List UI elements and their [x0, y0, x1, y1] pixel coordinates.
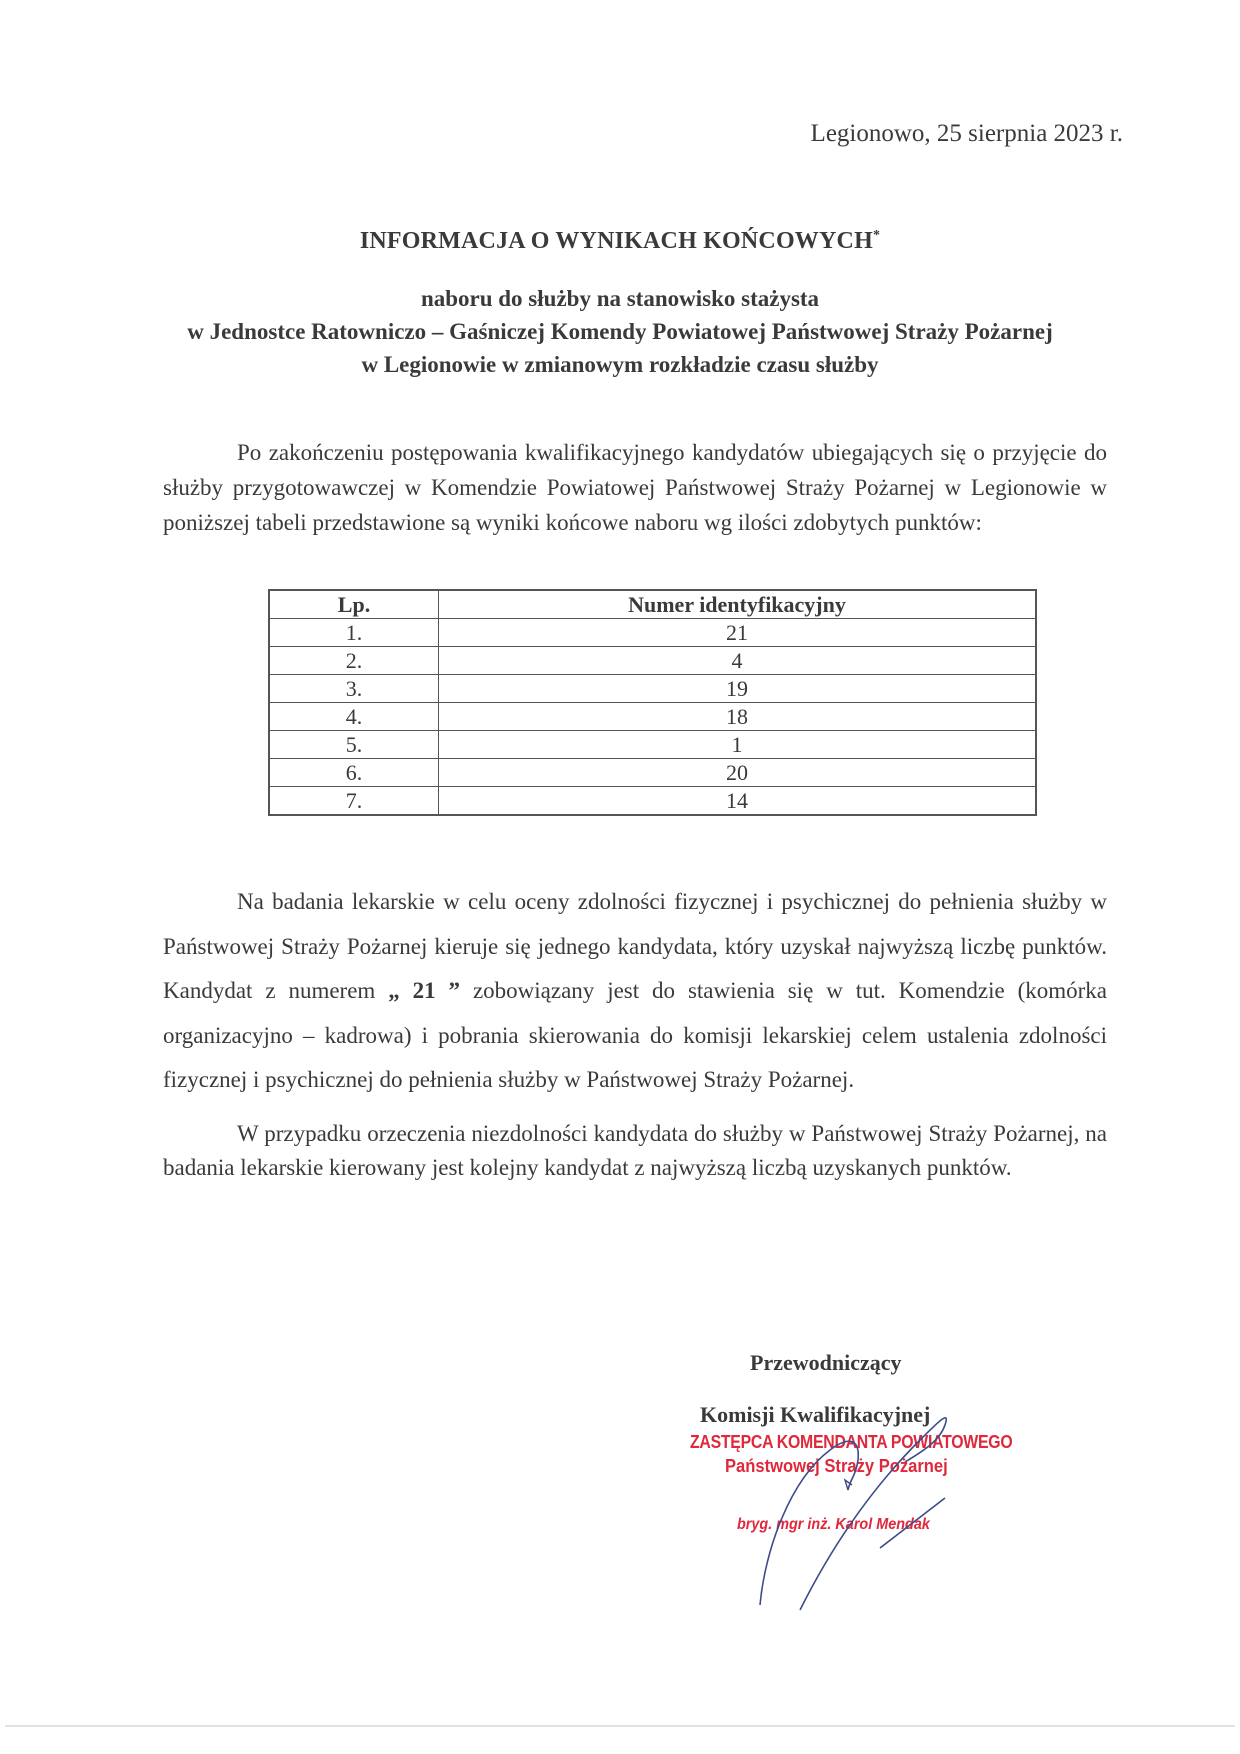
table-row	[269, 787, 1036, 816]
medical-exam-paragraph	[163, 880, 1107, 1103]
table-row	[269, 731, 1036, 759]
table-header-row	[269, 590, 1036, 619]
stamp-name: bryg. mgr inż. Karol Mendak	[737, 1516, 930, 1533]
cell-lp: 3.	[269, 675, 439, 703]
incapacity-paragraph-text: W przypadku orzeczenia niezdolności kandydata do służby w Państwowej Straży Pożarnej, na badania lekarskie kierowany jest kolejny kandydat z najwyższą liczbą uzyskanych punktów.	[163, 1121, 1107, 1180]
cell-id-number: 19	[439, 675, 1037, 703]
cell-id-number: 20	[439, 759, 1037, 787]
table-row	[269, 703, 1036, 731]
cell-id-number: 14	[439, 787, 1037, 816]
cell-lp: 4.	[269, 703, 439, 731]
signature-committee: Komisji Kwalifikacyjnej	[700, 1402, 931, 1427]
intro-paragraph	[163, 435, 1107, 540]
medical-exam-text-after: zobowiązany jest do stawienia się w tut. Komendzie (komórka organizacyjno – kadrowa) i pobrania skierowania do komisji lekarskiej celem ustalenia zdolności fizycznej i psychicznej do pełnienia służby w Państwowej Straży Pożarnej.	[163, 978, 1107, 1092]
cell-id-number: 18	[439, 703, 1037, 731]
subtitle-line-1: naboru do służby na stanowisko stażysta	[420, 286, 820, 311]
column-header-lp: Lp.	[269, 590, 439, 619]
title-text: INFORMACJA O WYNIKACH KOŃCOWYCH	[359, 228, 873, 254]
cell-id-number: 1	[439, 731, 1037, 759]
table-row	[269, 759, 1036, 787]
document-subtitle	[0, 282, 1240, 381]
scan-edge-line	[5, 1725, 1235, 1727]
signature-role: Przewodniczący	[750, 1350, 902, 1375]
candidate-number-highlight: „ 21 ”	[388, 978, 461, 1003]
cell-lp: 6.	[269, 759, 439, 787]
medical-exam-text-before: Na badania lekarskie w celu oceny zdolności fizycznej i psychicznej do pełnienia służby w Państwowej Straży Pożarnej kieruje się jednego kandydata, który uzyskał najwyższą liczbę punktów. Kandydat z numerem	[163, 889, 1107, 1003]
cell-lp: 2.	[269, 647, 439, 675]
cell-id-number: 4	[439, 647, 1037, 675]
results-table	[268, 589, 1037, 816]
document-title	[0, 228, 1240, 255]
cell-lp: 7.	[269, 787, 439, 816]
stamp-title: ZASTĘPCA KOMENDANTA POWIATOWEGO	[690, 1432, 1013, 1452]
place-date: Legionowo, 25 sierpnia 2023 r.	[810, 120, 1123, 147]
cell-lp: 1.	[269, 619, 439, 647]
subtitle-line-2: w Jednostce Ratowniczo – Gaśniczej Komendy Powiatowej Państwowej Straży Pożarnej	[187, 319, 1053, 344]
incapacity-paragraph	[163, 1117, 1107, 1185]
signature-stroke	[760, 1441, 858, 1605]
title-footnote-mark: *	[872, 228, 881, 243]
cell-id-number: 21	[439, 619, 1037, 647]
table-row	[269, 647, 1036, 675]
cell-lp: 5.	[269, 731, 439, 759]
column-header-id-number: Numer identyfikacyjny	[439, 590, 1037, 619]
intro-paragraph-text: Po zakończeniu postępowania kwalifikacyjnego kandydatów ubiegających się o przyjęcie do służby przygotowawczej w Komendzie Powiatowej Państwowej Straży Pożarnej w Legionowie w poniższej tabeli przedstawione są wyniki końcowe naboru wg ilości zdobytych punktów:	[163, 440, 1107, 535]
handwritten-signature-icon	[700, 1380, 1020, 1620]
signature-stroke	[880, 1498, 945, 1548]
table-row	[269, 619, 1036, 647]
table-row	[269, 675, 1036, 703]
stamp-organization: Państwowej Straży Pożarnej	[725, 1456, 948, 1476]
subtitle-line-3: w Legionowie w zmianowym rozkładzie czasu służby	[361, 352, 879, 377]
